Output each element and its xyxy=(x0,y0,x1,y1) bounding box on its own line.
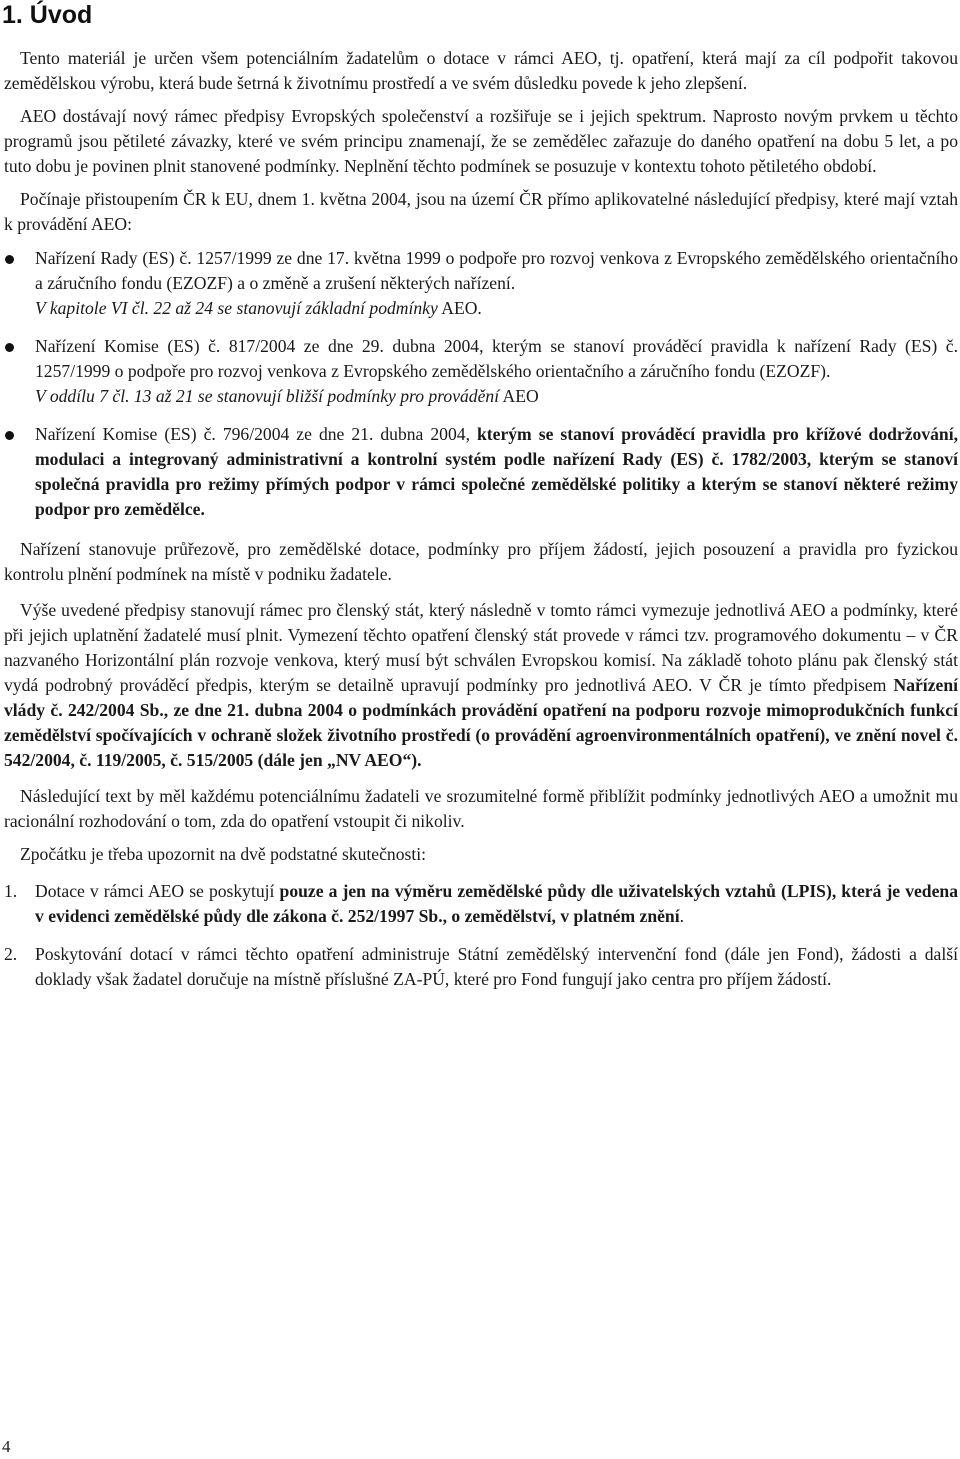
list-item-note-italic: V oddílu 7 čl. 13 až 21 se stanovují bližší podmínky pro provádění xyxy=(35,386,500,406)
paragraph-intro: Tento materiál je určen všem potenciálním žadatelům o dotace v rámci AEO, tj. opatření, která mají za cíl podpořit takovou zemědělskou výrobu, která bude šetrná k životnímu prostředí a ve svém důsledku povede k jeho zlepšení. xyxy=(4,48,958,93)
paragraph-facts-intro: Zpočátku je třeba upozornit na dvě podstatné skutečnosti: xyxy=(20,844,427,864)
numbered-item-tail: . xyxy=(679,906,685,926)
paragraph-purpose: Následující text by měl každému potenciálnímu žadateli ve srozumitelné formě přiblížit podmínky jednotlivých AEO a umožnit mu racionální rozhodování o tom, zda do opatření vstoupit či nikoliv. xyxy=(4,786,958,831)
bullet-icon xyxy=(5,255,14,264)
list-item-text: Nařízení Komise (ES) č. 817/2004 ze dne 29. dubna 2004, kterým se stanoví prováděcí pravidla k nařízení Rady (ES) č. 1257/1999 o podpoře pro rozvoj venkova z Evropského zemědělského orientačního a záručního fondu (EZOZF). xyxy=(35,336,958,381)
section-heading: 1. Úvod xyxy=(2,1,93,29)
list-item-text: Nařízení Komise (ES) č. 796/2004 ze dne 21. dubna 2004, xyxy=(35,424,477,444)
paragraph-member-state-text: Výše uvedené předpisy stanovují rámec pro členský stát, který následně v tomto rámci vymezuje jednotlivá AEO a podmínky, které při jejich uplatnění žadatelé musí plnit. Vymezení těchto opatření členský stát provede v rámci tzv. programového dokumentu – v ČR nazvaného Horizontální plán rozvoje venkova, který musí být schválen Evropskou komisí. Na základě tohoto plánu pak členský stát vydá podrobný prováděcí předpis, kterým se detailně upravují podmínky pro jednotlivá AEO. V ČR je tímto předpisem xyxy=(4,600,958,695)
list-item xyxy=(4,422,958,522)
regulations-list xyxy=(4,246,958,522)
page-number: 4 xyxy=(2,1437,11,1456)
list-item-note-tail: AEO. xyxy=(437,298,482,318)
paragraph-regulations-intro: Počínaje přistoupením ČR k EU, dnem 1. května 2004, jsou na území ČR přímo aplikovatelné následující předpisy, které mají vztah k provádění AEO: xyxy=(4,189,958,234)
bullet-icon xyxy=(5,343,14,352)
list-item-text: Nařízení Rady (ES) č. 1257/1999 ze dne 17. května 1999 o podpoře pro rozvoj venkova z Evropského zemědělského orientačního a záručního fondu (EZOZF) a o změně a zrušení některých nařízení. xyxy=(35,248,958,293)
list-item-note-italic: V kapitole VI čl. 22 až 24 se stanovují základní podmínky xyxy=(35,298,438,318)
numbered-item-text: Poskytování dotací v rámci těchto opatření administruje Státní zemědělský intervenční fond (dále jen Fond), žádosti a další doklady však žadatel doručuje na místně příslušné ZA-PÚ, které pro Fond fungují jako centra pro příjem žádostí. xyxy=(35,944,958,989)
list-item-text-bold: kterým se stanoví prováděcí pravidla pro křížové dodržování, modulaci a integrovaný administrativní a kontrolní systém podle nařízení Rady (ES) č. 1782/2003, kterým se stanoví společná pravidla pro režimy přímých podpor v rámci společné zemědělské politiky a kterým se stanoví některé režimy podpor pro zemědělce. xyxy=(35,424,958,519)
bullet-icon xyxy=(5,431,14,440)
body-text xyxy=(4,46,958,1005)
list-item xyxy=(4,334,958,409)
list-item xyxy=(4,246,958,321)
facts-list xyxy=(4,879,958,992)
list-item-note xyxy=(35,384,958,409)
paragraph-regulation-scope: Nařízení stanovuje průřezově, pro zemědělské dotace, podmínky pro příjem žádostí, jejich posouzení a pravidla pro fyzickou kontrolu plnění podmínek na místě v podniku žadatele. xyxy=(4,539,958,584)
numbered-item xyxy=(4,942,958,992)
paragraph-aeo-framework: AEO dostávají nový rámec předpisy Evropských společenství a rozšiřuje se i jejich spektrum. Naprosto novým prvkem u těchto programů jsou pětileté závazky, které ve svém principu znamenají, že se zemědělec zařazuje do daného opatření na dobu 5 let, a po tuto dobu je povinen plnit stanovené podmínky. Neplnění těchto podmínek se posuzuje v kontextu tohoto pětiletého období. xyxy=(4,106,958,176)
numbered-item-bold: pouze a jen na výměru zemědělské půdy dle uživatelských vztahů (LPIS), která je vedena v evidenci zemědělské půdy dle zákona č. 252/1997 Sb., o zemědělství, v platném znění xyxy=(35,881,958,926)
item-number: 2. xyxy=(4,944,18,964)
numbered-item-text: Dotace v rámci AEO se poskytují xyxy=(35,881,280,901)
list-item-note-tail: AEO xyxy=(499,386,539,406)
list-item-note xyxy=(35,296,958,321)
numbered-item xyxy=(4,879,958,929)
paragraph-member-state xyxy=(4,598,958,773)
item-number: 1. xyxy=(4,881,18,901)
paragraph-member-state-bold: Nařízení vlády č. 242/2004 Sb., ze dne 21. dubna 2004 o podmínkách provádění opatření na podporu rozvoje mimoprodukčních funkcí zemědělství spočívajících v ochraně složek životního prostředí (o provádění agroenvironmentálních opatření), ve znění novel č. 542/2004, č. 119/2005, č. 515/2005 (dále jen „NV AEO“). xyxy=(4,675,958,770)
